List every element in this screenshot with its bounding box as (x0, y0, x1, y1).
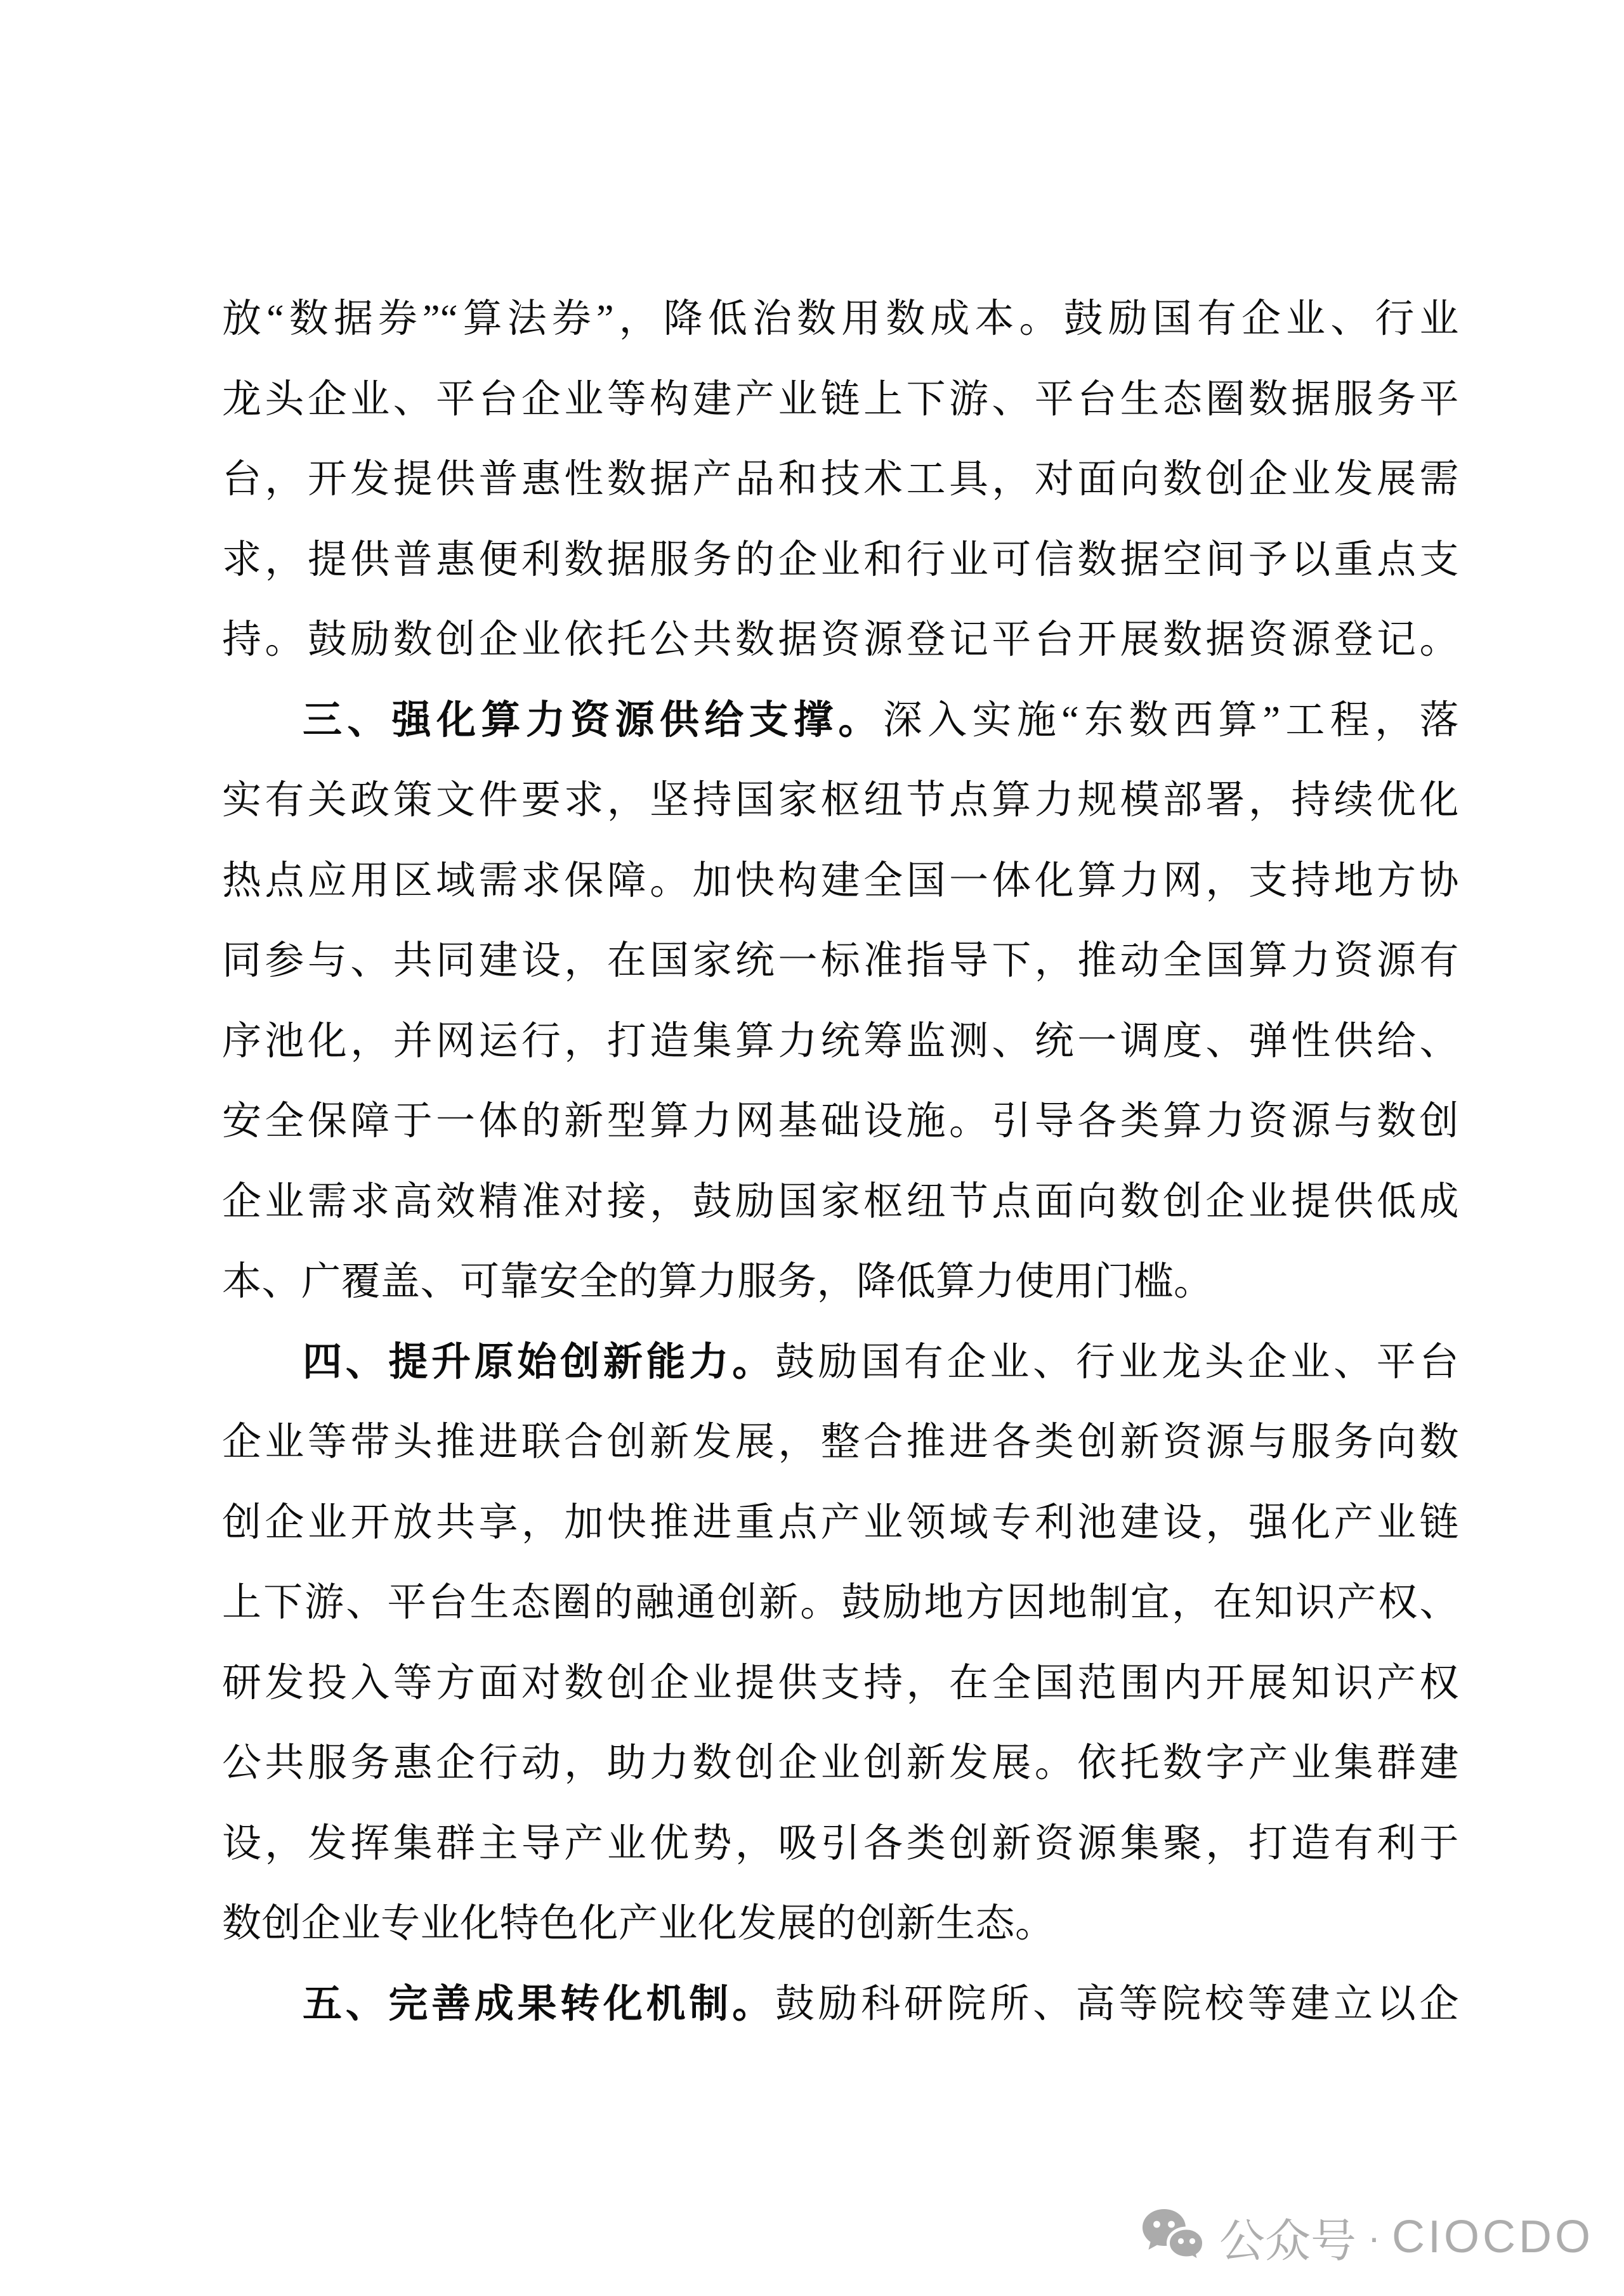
text-line: 序池化，并网运行，打造集算力统筹监测、统一调度、弹性供给、 (222, 1019, 1459, 1063)
section-heading: 五、完善成果转化机制。 (303, 1981, 775, 2026)
text-line: 公共服务惠企行动，助力数创企业创新发展。依托数字产业集群建 (222, 1742, 1459, 1785)
text-line: 求，提供普惠便利数据服务的企业和行业可信数据空间予以重点支 (222, 538, 1459, 582)
watermark-brand: CIOCDO (1392, 2212, 1594, 2262)
watermark-separator: · (1368, 2215, 1380, 2259)
section-line: 五、完善成果转化机制。鼓励科研院所、高等院校等建立以企 (303, 1981, 1459, 2026)
text-line: 企业需求高效精准对接，鼓励国家枢纽节点面向数创企业提供低成 (222, 1180, 1459, 1223)
text-line: 安全保障于一体的新型算力网基础设施。引导各类算力资源与数创 (222, 1100, 1459, 1143)
text-line: 同参与、共同建设，在国家统一标准指导下，推动全国算力资源有 (222, 939, 1459, 982)
text-line: 企业等带头推进联合创新发展，整合推进各类创新资源与服务向数 (222, 1421, 1459, 1464)
text-line: 创企业开放共享，加快推进重点产业领域专利池建设，强化产业链 (222, 1501, 1459, 1544)
text-line: 热点应用区域需求保障。加快构建全国一体化算力网，支持地方协 (222, 859, 1459, 903)
text-line: 设，发挥集群主导产业优势，吸引各类创新资源集聚，打造有利于 (222, 1822, 1459, 1865)
document-body (222, 279, 1459, 2044)
text-line: 研发投入等方面对数创企业提供支持，在全国范围内开展知识产权 (222, 1661, 1459, 1705)
text-line: 放“数据券”“算法券”，降低治数用数成本。鼓励国有企业、行业 (222, 297, 1459, 341)
section-line: 四、提升原始创新能力。鼓励国有企业、行业龙头企业、平台 (303, 1340, 1459, 1384)
watermark-text (1219, 2204, 1594, 2270)
text-line: 数创企业专业化特色化产业化发展的创新生态。 (222, 1902, 1055, 1945)
text-line: 持。鼓励数创企业依托公共数据资源登记平台开展数据资源登记。 (222, 618, 1459, 662)
watermark (1141, 2200, 1594, 2274)
section-heading: 四、提升原始创新能力。 (303, 1340, 775, 1384)
text-line: 本、广覆盖、可靠安全的算力服务，降低算力使用门槛。 (222, 1260, 1214, 1303)
section-heading: 三、强化算力资源供给支撑。 (303, 698, 883, 742)
text-line: 实有关政策文件要求，坚持国家枢纽节点算力规模部署，持续优化 (222, 779, 1459, 822)
watermark-label: 公众号 (1219, 2216, 1357, 2267)
section-line: 三、强化算力资源供给支撑。深入实施“东数西算”工程，落 (303, 698, 1459, 742)
text-line: 上下游、平台生态圈的融通创新。鼓励地方因地制宜，在知识产权、 (222, 1581, 1459, 1624)
text-line: 台，开发提供普惠性数据产品和技术工具，对面向数创企业发展需 (222, 458, 1459, 501)
text-line: 龙头企业、平台企业等构建产业链上下游、平台生态圈数据服务平 (222, 377, 1459, 421)
wechat-icon (1141, 2205, 1207, 2269)
